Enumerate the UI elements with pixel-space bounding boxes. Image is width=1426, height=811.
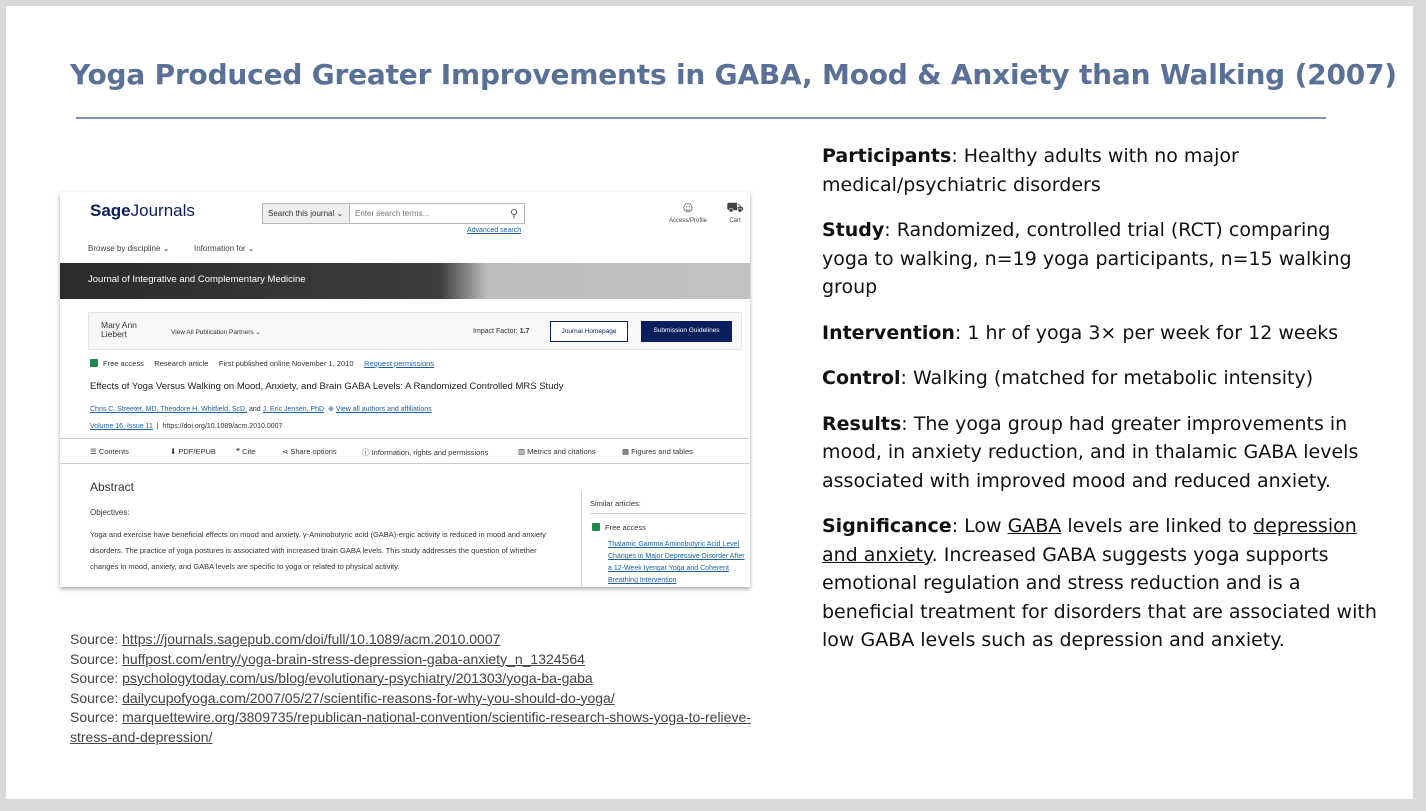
source-link[interactable]: marquettewire.org/3809735/republican-national-convention/scientific-research-shows-yoga-to-relieve-stress-and-depression/ — [70, 709, 751, 745]
source-link[interactable]: dailycupofyoga.com/2007/05/27/scientific-reasons-for-why-you-should-do-yoga/ — [122, 689, 615, 706]
access-profile — [666, 200, 710, 224]
similar-free-access: Free access — [592, 523, 646, 532]
similar-article-link: Thalamic Gamma Aminobutyric Acid Level Changes in Major Depressive Disorder After a 12-Week Iyengar Yoga and Coherent Breathing Intervention — [608, 541, 745, 584]
results-paragraph: Results: The yoga group had greater improvements in mood, in anxiety reduction, and in thalamic GABA levels associated with improved mood and reduced anxiety. — [822, 412, 1359, 492]
depression-anxiety-link[interactable]: depression and anxiety — [822, 515, 1357, 566]
nav-information: Information for ⌄ — [194, 244, 255, 253]
sources-list — [70, 630, 770, 747]
source-link[interactable]: huffpost.com/entry/yoga-brain-stress-depression-gaba-anxiety_n_1324564 — [122, 650, 585, 667]
gaba-link[interactable]: GABA — [1007, 515, 1062, 537]
publisher-logo: Mary Ann Liebert — [101, 320, 137, 339]
advanced-search-link: Advanced search — [467, 227, 522, 234]
article-authors: Chris C. Streeter, MD, Theodore H. Whitfield, ScD, and J. Eric Jensen, PhD ⊕ View all authors and affiliations — [90, 406, 432, 413]
cart-label: Cart — [729, 218, 741, 224]
publisher-card — [88, 312, 742, 350]
contents-tab: ☰ Contents — [90, 447, 129, 456]
source-item: Source: marquettewire.org/3809735/republican-national-convention/scientific-research-shows-yoga-to-relieve-stress-and-depression/ — [70, 709, 751, 745]
article-title: Effects of Yoga Versus Walking on Mood, Anxiety, and Brain GABA Levels: A Randomized Controlled MRS Study — [90, 381, 564, 392]
objectives-heading: Objectives: — [90, 508, 130, 517]
slide-title: Yoga Produced Greater Improvements in GABA, Mood & Anxiety than Walking (2007) — [70, 58, 1397, 91]
volume-doi: Volume 16, Issue 11 | https://doi.org/10.1089/acm.2010.0007 — [90, 423, 283, 430]
journal-homepage-button: Journal Homepage — [550, 321, 628, 342]
intervention-paragraph: Intervention: 1 hr of yoga 3× per week for 12 weeks — [822, 321, 1339, 344]
search-box — [262, 203, 525, 224]
pdf-tab: ⬇ PDF/EPUB — [170, 447, 216, 456]
impact-factor: Impact Factor: 1.7 — [473, 328, 530, 335]
similar-heading: Similar articles: — [590, 499, 641, 508]
article-toolbar — [60, 438, 750, 464]
similar-divider — [590, 513, 746, 514]
participants-paragraph: Participants: Healthy adults with no major medical/psychiatric disorders — [822, 145, 1239, 196]
article-meta: Free access Research article First published online November 1, 2010 Request permissions — [90, 359, 434, 368]
nav-discipline: Browse by discipline ⌄ — [88, 244, 170, 253]
publication-partners: View All Publication Partners ⌄ — [171, 329, 261, 336]
submission-guidelines-button: Submission Guidelines — [641, 321, 732, 342]
title-divider — [76, 117, 1326, 119]
slide — [6, 6, 1413, 799]
source-link[interactable]: psychologytoday.com/us/blog/evolutionary-psychiatry/201303/yoga-ba-gaba — [122, 670, 593, 686]
info-tab: ⓘ Information, rights and permissions — [362, 448, 489, 457]
search-scope-select: Search this journal ⌄ — [263, 204, 350, 223]
source-item: Source: psychologytoday.com/us/blog/evolutionary-psychiatry/201303/yoga-ba-gaba — [70, 670, 593, 686]
search-icon: ⚲ — [509, 208, 518, 220]
lock-icon — [90, 359, 98, 367]
lock-icon — [592, 523, 600, 531]
abstract-text: Yoga and exercise have beneficial effects on mood and anxiety. γ-Aminobutyric acid (GABA)-ergic activity is reduced in mood and anxiety disorders. The practice of yoga postures is associated with increased brain GABA levels. This study addresses the question of whether changes in mood, anxiety, and GABA levels are specific to yoga or related to physical activity. — [90, 530, 546, 571]
search-input: Enter search terms... — [355, 209, 430, 218]
cite-tab: ❞ Cite — [236, 447, 256, 456]
sage-journals-logo: SageJournals — [90, 201, 195, 220]
study-summary — [822, 142, 1382, 655]
share-tab: ⋖ Share options — [282, 447, 337, 456]
journal-screenshot — [60, 192, 750, 587]
journal-name: Journal of Integrative and Complementary Medicine — [88, 274, 306, 285]
study-paragraph: Study: Randomized, controlled trial (RCT) comparing yoga to walking, n=19 yoga participants, n=15 walking group — [822, 219, 1352, 298]
source-link[interactable]: https://journals.sagepub.com/doi/full/10.1089/acm.2010.0007 — [122, 631, 501, 647]
journal-banner — [60, 263, 750, 299]
access-label: Access/Profile — [668, 218, 707, 224]
metrics-tab: ▥ Metrics and citations — [518, 447, 596, 456]
source-item: Source: huffpost.com/entry/yoga-brain-stress-depression-gaba-anxiety_n_1324564 — [70, 650, 585, 667]
significance-paragraph: Significance: Low GABA levels are linked to depression and anxiety. Increased GABA suggests yoga supports emotional regulation and stress reduction and is a beneficial treatment for disorders that are associated with low GABA levels such as depression and anxiety. — [822, 515, 1377, 651]
figures-tab: ▦ Figures and tables — [622, 447, 693, 456]
source-item: Source: https://journals.sagepub.com/doi/full/10.1089/acm.2010.0007 — [70, 631, 501, 647]
cart — [724, 200, 746, 224]
similar-articles — [581, 491, 747, 587]
control-paragraph: Control: Walking (matched for metabolic intensity) — [822, 367, 1314, 389]
abstract-heading: Abstract — [90, 480, 135, 494]
source-item: Source: dailycupofyoga.com/2007/05/27/scientific-reasons-for-why-you-should-do-yoga/ — [70, 689, 615, 706]
cart-icon: ⛟ — [726, 199, 744, 215]
user-icon: ☺ — [680, 199, 696, 216]
